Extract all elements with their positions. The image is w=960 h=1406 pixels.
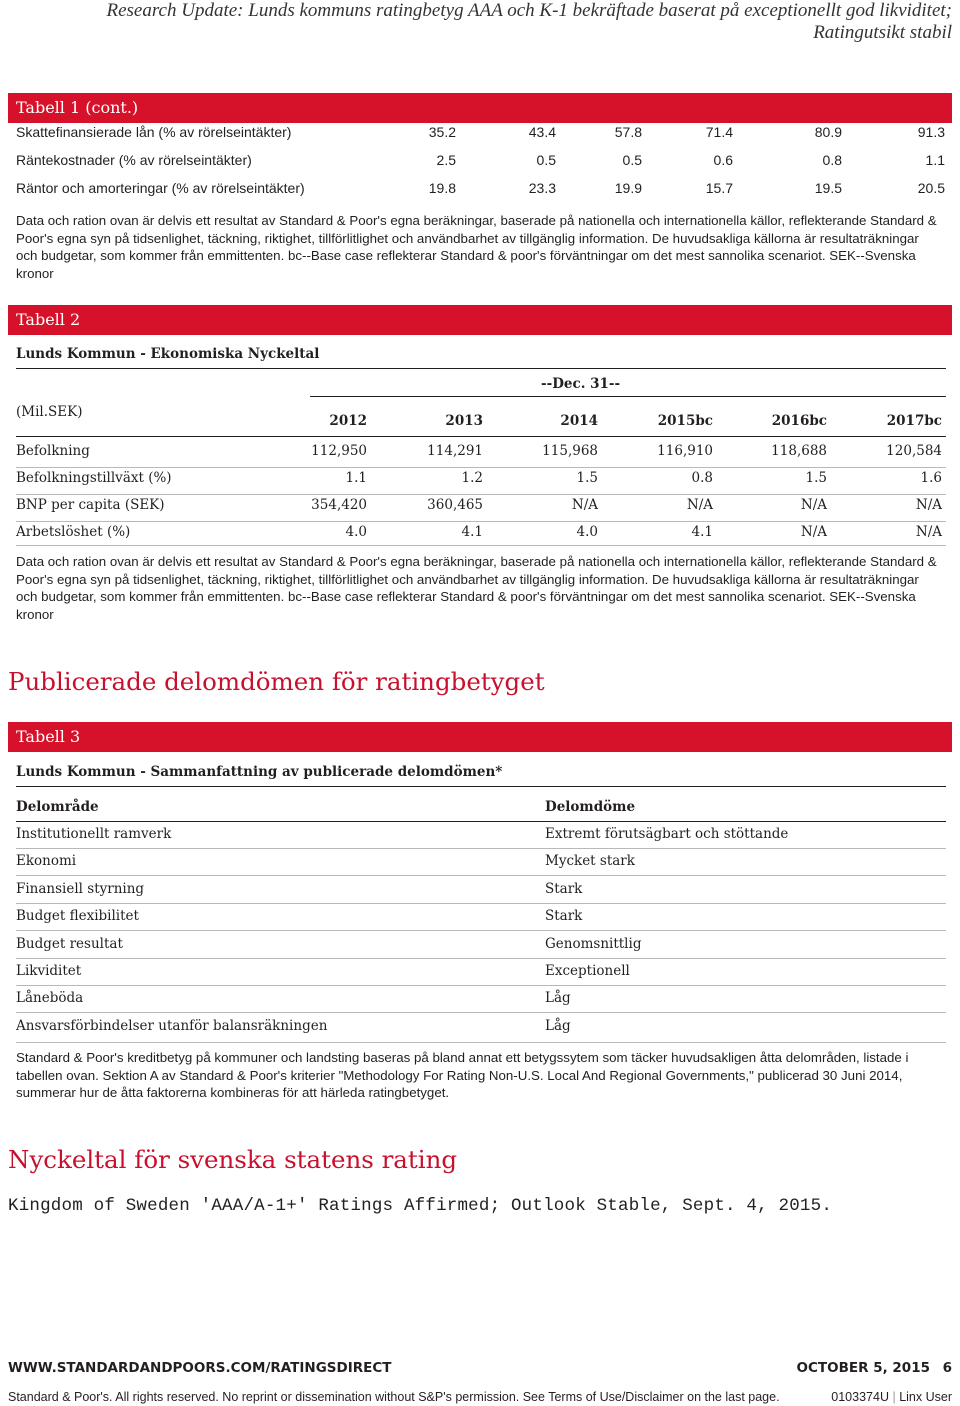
table2-cell: 116,910 bbox=[657, 443, 713, 459]
table3-row-divider bbox=[16, 875, 946, 876]
table2-header-rule bbox=[16, 436, 946, 437]
table2-row-label: Befolkning bbox=[16, 443, 90, 459]
table2-cell: 1.6 bbox=[920, 470, 942, 486]
table2-column-header: 2017bc bbox=[886, 413, 942, 429]
table1-cell: 20.5 bbox=[917, 180, 945, 196]
table1-row-label: Skattefinansierade lån (% av rörelseintäkter) bbox=[16, 124, 292, 140]
header-line-1: Research Update: Lunds kommuns ratingbetyg AAA och K-1 bekräftade baserat på exceptionellt god likviditet; bbox=[106, 0, 952, 21]
table2-cell: 114,291 bbox=[427, 443, 483, 459]
footer-date: OCTOBER 5, 2015 bbox=[796, 1360, 930, 1376]
table3-assessment: Genomsnittlig bbox=[545, 936, 642, 952]
table1-row-label: Räntekostnader (% av rörelseintäkter) bbox=[16, 152, 252, 168]
table2-cell: 1.5 bbox=[576, 470, 598, 486]
table2-cell: N/A bbox=[800, 497, 827, 513]
table2-row bbox=[16, 441, 946, 467]
table3-subtitle: Lunds Kommun - Sammanfattning av publicerade delomdömen* bbox=[16, 764, 503, 780]
table2-column-header: 2016bc bbox=[771, 413, 827, 429]
footer-url[interactable]: WWW.STANDARDANDPOORS.COM/RATINGSDIRECT bbox=[8, 1360, 392, 1376]
related-research-link[interactable]: Kingdom of Sweden 'AAA/A-1+' Ratings Affirmed; Outlook Stable, Sept. 4, 2015. bbox=[8, 1196, 833, 1216]
table1-row bbox=[16, 151, 946, 170]
table3-assessment: Stark bbox=[545, 881, 583, 897]
footer-docid: 0103374U bbox=[831, 1390, 889, 1404]
table2-cell: 112,950 bbox=[311, 443, 367, 459]
table2-row bbox=[16, 495, 946, 521]
table1-cell: 80.9 bbox=[814, 124, 842, 140]
table2-bottom-rule bbox=[16, 545, 946, 546]
table3-row-divider bbox=[16, 985, 946, 986]
table2-unit: (Mil.SEK) bbox=[16, 404, 83, 420]
section-heading-ratings: Publicerade delomdömen för ratingbetyget bbox=[8, 667, 545, 696]
table3-assessment: Mycket stark bbox=[545, 853, 635, 869]
table2-column-header: 2015bc bbox=[657, 413, 713, 429]
table3-area: Finansiell styrning bbox=[16, 881, 145, 897]
table1-cell: 43.4 bbox=[528, 124, 556, 140]
table3-col2-header: Delomdöme bbox=[545, 799, 636, 815]
table3-top-rule bbox=[16, 786, 946, 787]
table1-cell: 15.7 bbox=[705, 180, 733, 196]
table2-row-label: Arbetslöshet (%) bbox=[16, 524, 131, 540]
table1-cell: 19.9 bbox=[614, 180, 642, 196]
table1-cell: 35.2 bbox=[428, 124, 456, 140]
header-line-2: Ratingutsikt stabil bbox=[813, 22, 952, 43]
table2-cell: 0.8 bbox=[691, 470, 713, 486]
table3-assessment: Exceptionell bbox=[545, 963, 630, 979]
table3-row-divider bbox=[16, 848, 946, 849]
table2-cell: 354,420 bbox=[311, 497, 367, 513]
table3-row-divider bbox=[16, 930, 946, 931]
table1-row bbox=[16, 123, 946, 142]
table1-cell: 23.3 bbox=[528, 180, 556, 196]
table1-cell: 57.8 bbox=[614, 124, 642, 140]
table2-cell: 115,968 bbox=[542, 443, 598, 459]
footer-top bbox=[8, 1360, 952, 1376]
table3-assessment: Extremt förutsägbart och stöttande bbox=[545, 826, 789, 842]
table1-cell: 2.5 bbox=[436, 152, 456, 168]
table3-area: Ekonomi bbox=[16, 853, 77, 869]
table2-note: Data och ration ovan är delvis ett resultat av Standard & Poor's egna beräkningar, baserade på nationella och internationella källor, reflekterande Standard & Poor's egna syn på tidsenlighet, täckning, riktighet, tillförlitlighet och användbarhet av tillgänglig information. De huvudsakliga källorna är resultaträkningar och budgetar, som kommer från emmittenten. bc--Base case reflekterar Standard & poor's förväntningar om det mest sannolika scenariot. SEK--Svenska kronor bbox=[16, 554, 937, 622]
table3-row-divider bbox=[16, 1012, 946, 1013]
table3-area: Institutionellt ramverk bbox=[16, 826, 172, 842]
table2-period-rule bbox=[310, 396, 946, 397]
table3-assessment: Låg bbox=[545, 990, 571, 1006]
table3-title-bar: Tabell 3 bbox=[8, 722, 952, 752]
table2-column-header: 2012 bbox=[329, 413, 367, 429]
table2-row bbox=[16, 468, 946, 494]
table3-area: Budget flexibilitet bbox=[16, 908, 139, 924]
table3-assessment: Stark bbox=[545, 908, 583, 924]
table2-subtitle: Lunds Kommun - Ekonomiska Nyckeltal bbox=[16, 346, 320, 362]
table3-area: Ansvarsförbindelser utanför balansräkningen bbox=[16, 1018, 328, 1034]
footer-rights: Standard & Poor's. All rights reserved. No reprint or dissemination without S&P's permission. See Terms of Use/Disclaimer on the last page. bbox=[8, 1390, 780, 1404]
table2-cell: 4.0 bbox=[345, 524, 367, 540]
table1-cell: 19.5 bbox=[814, 180, 842, 196]
table3-col1-header: Delområde bbox=[16, 799, 99, 815]
document-header bbox=[107, 0, 953, 44]
table3-area: Låneböda bbox=[16, 990, 84, 1006]
table2-cell: N/A bbox=[915, 524, 942, 540]
table2-cell: 360,465 bbox=[427, 497, 483, 513]
table2-row-label: BNP per capita (SEK) bbox=[16, 497, 165, 513]
table1-title-bar: Tabell 1 (cont.) bbox=[8, 93, 952, 123]
table1-cell: 91.3 bbox=[917, 124, 945, 140]
table2-cell: N/A bbox=[800, 524, 827, 540]
footer-user: Linx User bbox=[899, 1390, 952, 1404]
table2-cell: 1.2 bbox=[461, 470, 483, 486]
table2-cell: N/A bbox=[915, 497, 942, 513]
table3-bottom-rule bbox=[16, 1042, 946, 1043]
table1-cell: 71.4 bbox=[705, 124, 733, 140]
table1-row-label: Räntor och amorteringar (% av rörelseintäkter) bbox=[16, 180, 305, 196]
table2-row-label: Befolkningstillväxt (%) bbox=[16, 470, 172, 486]
table1-cell: 0.6 bbox=[713, 152, 733, 168]
table2-column-header: 2014 bbox=[560, 413, 598, 429]
table2-title-bar: Tabell 2 bbox=[8, 305, 952, 335]
table1-cell: 0.8 bbox=[822, 152, 842, 168]
table3-row-divider bbox=[16, 903, 946, 904]
table2-cell: 1.1 bbox=[345, 470, 367, 486]
table3-area: Budget resultat bbox=[16, 936, 123, 952]
table1-cell: 19.8 bbox=[428, 180, 456, 196]
table2-top-rule bbox=[16, 368, 946, 369]
footer-page-number: 6 bbox=[942, 1360, 952, 1376]
table1-cell: 0.5 bbox=[622, 152, 642, 168]
table1-cell: 0.5 bbox=[536, 152, 556, 168]
table3-row-divider bbox=[16, 958, 946, 959]
table2-cell: N/A bbox=[571, 497, 598, 513]
table2-cell: N/A bbox=[686, 497, 713, 513]
table2-cell: 118,688 bbox=[771, 443, 827, 459]
table2-cell: 1.5 bbox=[805, 470, 827, 486]
table3-header-rule bbox=[16, 821, 946, 822]
table2-cell: 4.1 bbox=[461, 524, 483, 540]
table2-column-header: 2013 bbox=[445, 413, 483, 429]
table2-cell: 120,584 bbox=[886, 443, 942, 459]
table2-period: --Dec. 31-- bbox=[541, 376, 621, 392]
table3-note: Standard & Poor's kreditbetyg på kommuner och landsting baseras på bland annat ett betygssytem som täcker huvudsakligen åtta delområden, listade i tabellen ovan. Sektion A av Standard & Poor's kriterier "Methodology For Rating Non-U.S. Local And Regional Governments," publicerad 30 Juni 2014, summerar hur de åtta faktorerna kombineras för att härleda ratingbetyget. bbox=[16, 1050, 909, 1100]
footer-bottom bbox=[8, 1390, 952, 1404]
section-heading-sweden: Nyckeltal för svenska statens rating bbox=[8, 1145, 458, 1174]
table1-cell: 1.1 bbox=[925, 152, 945, 168]
footer-docinfo: 0103374U | Linx User bbox=[831, 1390, 952, 1404]
table2-cell: 4.0 bbox=[576, 524, 598, 540]
table2-cell: 4.1 bbox=[691, 524, 713, 540]
table1-note: Data och ration ovan är delvis ett resultat av Standard & Poor's egna beräkningar, baserade på nationella och internationella källor, reflekterande Standard & Poor's egna syn på tidsenlighet, täckning, riktighet, tillförlitlighet och användbarhet av tillgänglig information. De huvudsakliga källorna är resultaträkningar och budgetar, som kommer från emmittenten. bc--Base case reflekterar Standard & poor's förväntningar om det mest sannolika scenariot. SEK--Svenska kronor bbox=[16, 213, 937, 281]
table3-assessment: Låg bbox=[545, 1018, 571, 1034]
table3-area: Likviditet bbox=[16, 963, 82, 979]
table1-row bbox=[16, 179, 946, 198]
